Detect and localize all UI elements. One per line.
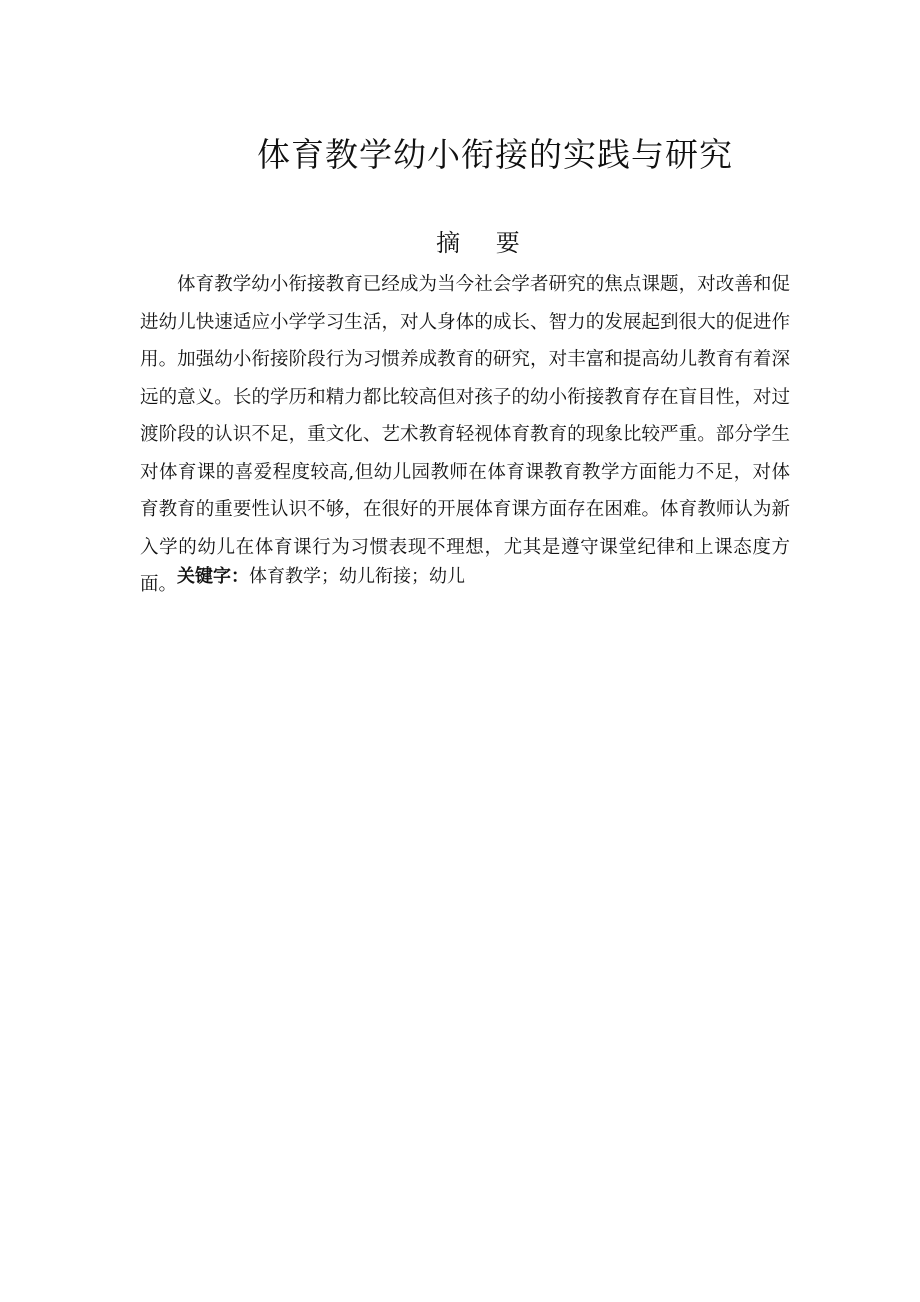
keywords-label: 关键字： <box>177 566 249 587</box>
abstract-heading: 摘 要 <box>436 229 534 257</box>
keywords-line <box>177 560 465 594</box>
document-title: 体育教学幼小衔接的实践与研究 <box>257 135 733 174</box>
abstract-body: 体育教学幼小衔接教育已经成为当今社会学者研究的焦点课题，对改善和促进幼儿快速适应小学学习生活，对人身体的成长、智力的发展起到很大的促进作用。加强幼小衔接阶段行为习惯养成教育的研究，对丰富和提高幼儿教育有着深远的意义。长的学历和精力都比较高但对孩子的幼小衔接教育存在盲目性，对过渡阶段的认识不足，重文化、艺术教育轻视体育教育的现象比较严重。部分学生对体育课的喜爱程度较高,但幼儿园教师在体育课教育教学方面能力不足，对体育教育的重要性认识不够，在很好的开展体育课方面存在困难。体育教师认为新入学的幼儿在体育课行为习惯表现不理想，尤其是遵守课堂纪律和上课态度方面。 <box>140 274 790 595</box>
keywords-value: 体育教学；幼儿衔接；幼儿 <box>249 566 465 587</box>
